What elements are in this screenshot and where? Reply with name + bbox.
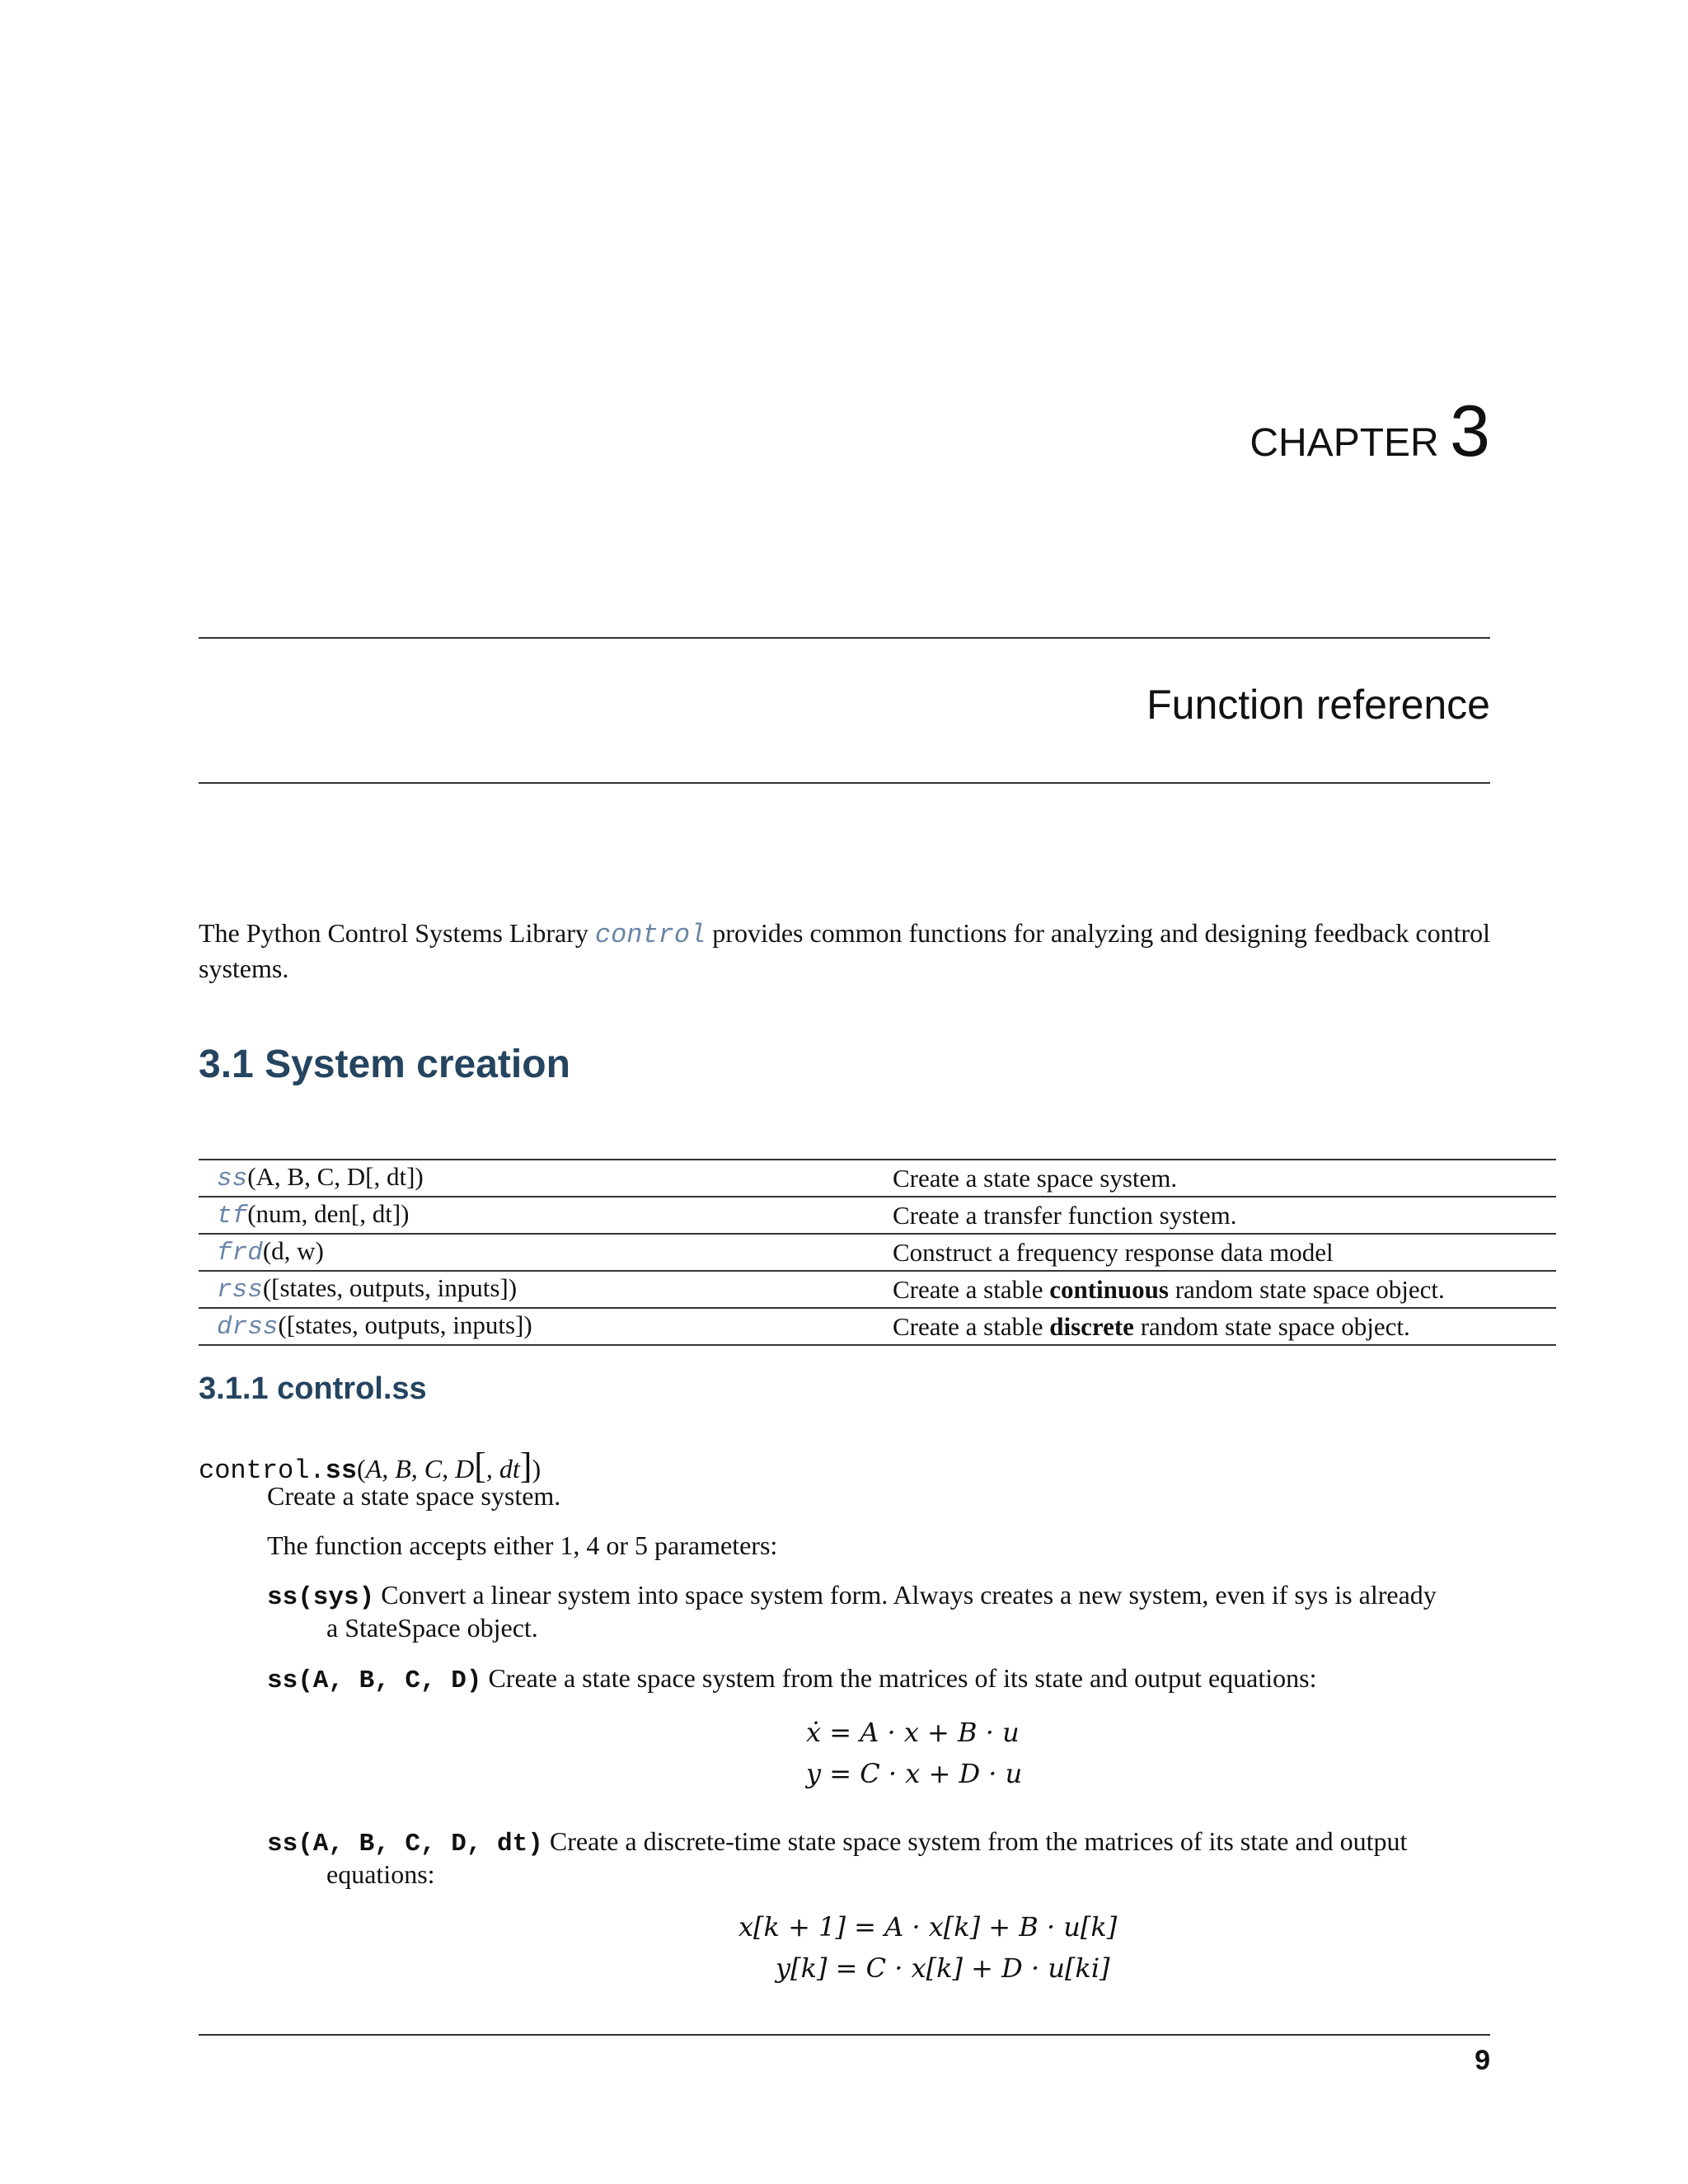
description-cell xyxy=(893,1197,1556,1234)
equation-discrete-state: x[k + 1] = A · x[k] + B · u[k] xyxy=(738,1911,1118,1943)
definition-text: Create a state space system from the matrices of its state and output equations: xyxy=(481,1663,1317,1693)
table-row xyxy=(199,1197,1556,1234)
table-row xyxy=(199,1160,1556,1197)
signature-open-paren: ( xyxy=(357,1454,366,1483)
definition-text: Convert a linear system into space system form. Always creates a new system, even if sys is already xyxy=(374,1580,1437,1610)
signature-module: control. xyxy=(199,1455,326,1486)
function-args: (num, den[, dt]) xyxy=(247,1199,410,1228)
definition-term: ss(sys) xyxy=(267,1583,375,1612)
description-cell xyxy=(893,1308,1556,1345)
definition-term: ss(A, B, C, D) xyxy=(267,1666,482,1695)
description-cell xyxy=(893,1271,1556,1308)
footer-rule xyxy=(199,2034,1490,2036)
signature-close-paren: ) xyxy=(532,1454,542,1483)
definition-item xyxy=(267,1578,1490,1615)
intro-text-after: provides common functions for analyzing and designing feedback control systems. xyxy=(199,918,1491,983)
signature-optional-arg: , dt xyxy=(485,1454,520,1483)
definition-item xyxy=(267,1825,1490,1861)
chapter-word: CHAPTER xyxy=(1250,421,1439,465)
function-cell xyxy=(199,1234,893,1271)
definition-continuation: a StateSpace object. xyxy=(326,1613,538,1643)
description-bold: discrete xyxy=(1049,1311,1134,1341)
equation-discrete-output: y[k] = C · x[k] + D · u[ki] xyxy=(776,1952,1110,1984)
function-args: ([states, outputs, inputs]) xyxy=(262,1273,518,1302)
chapter-label xyxy=(1250,390,1490,480)
function-cell xyxy=(199,1271,893,1308)
definition-term: ss(A, B, C, D, dt) xyxy=(267,1830,543,1858)
intro-paragraph xyxy=(199,916,1490,985)
description-text: Create a transfer function system. xyxy=(893,1200,1237,1230)
description-text: Construct a frequency response data model xyxy=(893,1237,1334,1267)
function-link-drss[interactable]: drss xyxy=(217,1313,279,1342)
definition-item xyxy=(267,1661,1490,1698)
parameters-intro: The function accepts either 1, 4 or 5 parameters: xyxy=(267,1530,778,1560)
table-row xyxy=(199,1234,1556,1271)
function-summary: Create a state space system. xyxy=(267,1481,561,1511)
description-text: Create a stable xyxy=(893,1274,1050,1304)
function-link-frd[interactable]: frd xyxy=(217,1239,263,1268)
function-cell xyxy=(199,1308,893,1345)
page-number: 9 xyxy=(1475,2045,1490,2076)
function-link-ss[interactable]: ss xyxy=(217,1165,248,1193)
description-text: random state space object. xyxy=(1133,1311,1410,1341)
function-link-rss[interactable]: rss xyxy=(217,1276,263,1305)
chapter-title: Function reference xyxy=(1146,682,1490,728)
description-cell xyxy=(893,1234,1556,1271)
description-text: Create a state space system. xyxy=(893,1163,1178,1193)
description-text: random state space object. xyxy=(1168,1274,1445,1304)
chapter-number: 3 xyxy=(1450,390,1490,471)
definition-text: Create a discrete-time state space system from the matrices of its state and output xyxy=(542,1826,1408,1856)
signature-bracket-open: [ xyxy=(474,1446,486,1486)
signature-bracket-close: ] xyxy=(519,1446,532,1486)
equation-state: ẋ = A · x + B · u xyxy=(806,1717,1020,1748)
table-row xyxy=(199,1308,1556,1345)
function-cell xyxy=(199,1197,893,1234)
function-args: (d, w) xyxy=(262,1236,324,1265)
description-text: Create a stable xyxy=(893,1311,1050,1341)
function-link-tf[interactable]: tf xyxy=(217,1202,248,1230)
subsection-heading: 3.1.1 control.ss xyxy=(199,1371,427,1406)
title-top-rule xyxy=(199,637,1490,639)
description-bold: continuous xyxy=(1049,1274,1169,1304)
module-link[interactable]: control xyxy=(594,920,706,950)
section-heading: 3.1 System creation xyxy=(199,1043,570,1086)
definition-continuation: equations: xyxy=(326,1859,435,1889)
signature-args: A, B, C, D xyxy=(365,1454,475,1483)
function-args: (A, B, C, D[, dt]) xyxy=(247,1162,424,1191)
equation-output: y = C · x + D · u xyxy=(806,1758,1023,1789)
function-cell xyxy=(199,1160,893,1197)
signature-name: ss xyxy=(325,1455,358,1486)
intro-text-before: The Python Control Systems Library xyxy=(199,918,595,948)
table-row xyxy=(199,1271,1556,1308)
function-args: ([states, outputs, inputs]) xyxy=(278,1310,532,1339)
function-summary-table xyxy=(199,1159,1556,1346)
description-cell xyxy=(893,1160,1556,1197)
title-bottom-rule xyxy=(199,782,1490,784)
